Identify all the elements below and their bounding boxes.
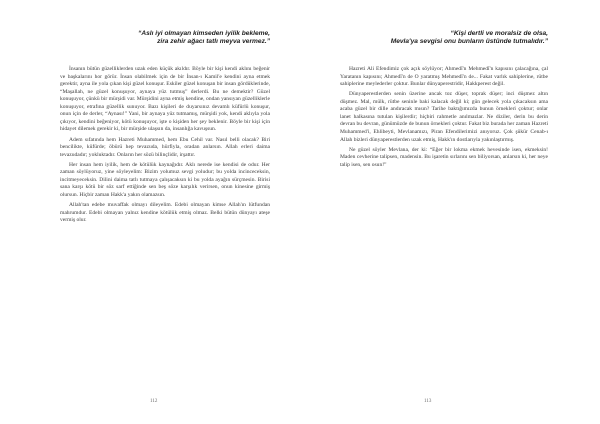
epigraph-line: “Aslı iyi olmayan kimseden iyilik bekleme, [138, 30, 270, 37]
paragraph: Dünyaperestlerden senin üzerine ancak toz düşer, toprak düşer; inci düşmez altın düşmez. Mal, mülk, rütbe seninle baki kalacak değil ki; gün gelecek yola çıkacaksın ama acaba güzel bir dille andıracak mısın? Tarihe baktığımızda bunun örnekleri çoktur; onlar lanet halkasına tutulan kişilerdir; hiçbiri rahmetle anılmazlar. Ne diziler, derin bu derin devran bu devran, günümüzde de bunun örnekleri çoktur. Fakat biz burada her zaman Hazreti Muhammed'i, Ehlibeyti, Mevlanamızı, Piran Efendilerimizi anıyoruz. Çok şükür Cenab-ı Allah bizleri dünyaperestlerden uzak etmiş, Hakk'ın dostlarıyla yakınlaştırmış. [340, 91, 548, 143]
paragraph: Adem sıfatında hem Hazreti Muhammed, hem Ebu Cehil var. Nasıl belli olacak? Biri bencilikte, küfürde; öbürü hep tevazuda, hürfiyla, oradan anlarsın. Allah erleri daima tevazudadır; yokluktadır. Onların her sözü bilinçlidir, irşattır. [60, 136, 270, 158]
right-body-text [340, 66, 548, 169]
page-number: 112 [150, 399, 158, 404]
paragraph: İnsanın bütün güzelliklerden uzak eden küçük akıldır. Böyle bir kişi kendi aklını beğenir ve başkalarını hor görür. İnsan olabilmek için de bir İnsan-ı Kamil'e kendini ayna etmek gerektir, ayna ile yola çıkan kişi güzel konuşur. Eskiler güzel konuşan bir insan gördüklerinde, “Maşallah, ne güzel konuşuyor, aynaya yüz tutmuş” derlerdi. Bu ne demektir? Güzel konuşuyor, çünkü bir mürşidi var. Mürşidini ayna etmiş kendine, ondan yansıyan güzelliklerle konuşuyor, etrafına güzellik sunuyor. Bazı kişileri de duyarsınız devamlı küfürlü konuşur, onun için de derler, “Aynası!” Yani, bir aynaya yüz tutmamış, mürşidi yok, kendi aklıyla yola çıkıyor, kendini beğeniyor, kötü konuşuyor, işte o kişiden her şey beklenir. Böyle bir kişi için hidayet dilemek gerekir ki, bir mürşide ulaşsın da, insanlığa kavuşsun. [60, 66, 270, 133]
epigraph-line: zira zehir ağacı tatlı meyva vermez.” [157, 38, 270, 46]
page-number: 113 [424, 399, 432, 404]
epigraph-line: Mevla'ya sevgisi onu bunların üstünde tutmalıdır.” [390, 38, 548, 46]
paragraph: Her insan hem iyilik, hem de kötülük kaynağıdır. Aklı nerede ise kendisi de odur. Her zaman söylüyoruz, yine söyleyelim: Bizim yolumuz sevgi yoludur; bu yolda incinceceksin, incitmeyeceksin. Dilini daima tatlı tutmaya çalışacaksın ki bu yolda ayağın sürçmesin. Birisi sana karşı kötü bir söz sarf ettiğinde sen beş söze karşılık verirsen, onun kinesine girmiş olursun. Hiçbir zaman Hakk'a yakın olamazsın. [60, 161, 270, 198]
left-epigraph [60, 30, 270, 66]
right-epigraph [340, 30, 548, 66]
left-body-text [60, 66, 270, 225]
epigraph-line: “Kişi dertli ve moralsiz de olsa, [450, 30, 548, 37]
paragraph: Hazreti Ali Efendimiz çok açık söylüyor; Ahmedî'n Mehmedî'n kapısını çalacağına, çal Yaratanın kapısını; Ahmedî'n de O yaratmış Mehmedî'n de... Fakat varlık sahiplerine, rütbe sahiplerine meylederler çoktur. Bunlar dünyaperestridir, Hakkperest değil. [340, 66, 548, 88]
right-page [300, 0, 600, 424]
paragraph: Ne güzel söyler Mevlana, der ki: “Eğer bir lokma ekmek hevesinde isen, ekmeksin! Maden cevherine talipsen, madensin. Bu işaretin sırlarını sen biliyorsan, anlarsın ki, her neye talip isen, sen osun!” [340, 146, 548, 168]
paragraph: Allah'tan edebe muvaffak olmayı dileyelim. Edebi olmayan kimse Allah'ın lütfundan mahrumdur. Edebi olmayan yalnız kendine kötülük etmiş olmaz. Belki bütün dünyayı ateşe vermiş olur. [60, 202, 270, 224]
